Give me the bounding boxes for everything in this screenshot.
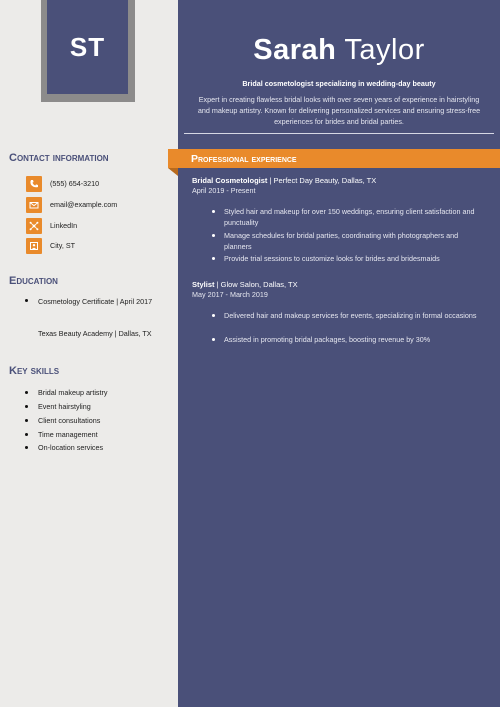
skill-bullet (25, 446, 28, 449)
education-degree: Cosmetology Certificate | April 2017 (38, 297, 153, 306)
education-heading: Education (9, 275, 58, 287)
contact-phone (26, 175, 99, 192)
job-company: | Glow Salon, Dallas, TX (214, 280, 298, 289)
skill-item: On-location services (38, 443, 104, 452)
candidate-name (178, 34, 500, 67)
skills-heading: Key skills (9, 365, 60, 377)
first-name: Sarah (253, 34, 337, 66)
skill-bullet (25, 419, 28, 422)
job-company: | Perfect Day Beauty, Dallas, TX (267, 176, 377, 185)
network-icon (26, 218, 42, 234)
skill-bullet (25, 433, 28, 436)
duty-bullet (212, 314, 215, 317)
education-bullet (25, 299, 28, 302)
phone-text: (555) 654-3210 (50, 179, 100, 188)
header-divider (184, 133, 494, 134)
job-duty: Delivered hair and makeup services for events, specializing in formal occasions (224, 311, 477, 320)
contact-location (26, 237, 75, 254)
duty-bullet (212, 338, 215, 341)
linkedin-text: LinkedIn (50, 221, 78, 230)
location-text: City, ST (50, 241, 76, 250)
experience-heading: Professional experience (191, 153, 297, 165)
skill-item: Client consultations (38, 416, 101, 425)
job-title-line (192, 176, 376, 185)
job-duty: Styled hair and makeup for over 150 weddings, ensuring client satisfaction and punctuality (224, 207, 475, 227)
experience-heading-fold (168, 168, 178, 176)
skill-item: Time management (38, 430, 98, 439)
duty-bullet (212, 234, 215, 237)
job-duty: Assisted in promoting bridal packages, boosting revenue by 30% (224, 335, 431, 344)
phone-icon (26, 176, 42, 192)
summary: Expert in creating flawless bridal looks with over seven years of experience in hairstyling and makeup artistry. Known for delivering personalized services and ensuring stress-free experiences for brides and bridal parties. (197, 95, 481, 126)
headline: Bridal cosmetologist specializing in wedding-day beauty (242, 79, 436, 88)
education-school: Texas Beauty Academy | Dallas, TX (38, 329, 152, 338)
skill-item: Event hairstyling (38, 402, 91, 411)
job-dates: April 2019 - Present (192, 186, 256, 195)
duty-bullet (212, 210, 215, 213)
job-title: Bridal Cosmetologist (192, 176, 268, 185)
skill-bullet (25, 391, 28, 394)
job-dates: May 2017 - March 2019 (192, 290, 268, 299)
contact-heading: Contact information (9, 152, 109, 164)
email-text: email@example.com (50, 200, 118, 209)
contact-linkedin (26, 217, 77, 234)
skill-bullet (25, 405, 28, 408)
job-title-line (192, 280, 298, 289)
location-icon (26, 238, 42, 254)
skill-item: Bridal makeup artistry (38, 388, 108, 397)
job-duty: Provide trial sessions to customize looks for brides and bridesmaids (224, 254, 440, 263)
contact-email (26, 196, 117, 213)
job-duty: Manage schedules for bridal parties, coordinating with photographers and planners (224, 231, 459, 251)
sidebar-panel (0, 0, 178, 707)
duty-bullet (212, 257, 215, 260)
email-icon (26, 197, 42, 213)
last-name: Taylor (344, 34, 425, 66)
job-title: Stylist (192, 280, 215, 289)
monogram: ST (47, 0, 128, 94)
